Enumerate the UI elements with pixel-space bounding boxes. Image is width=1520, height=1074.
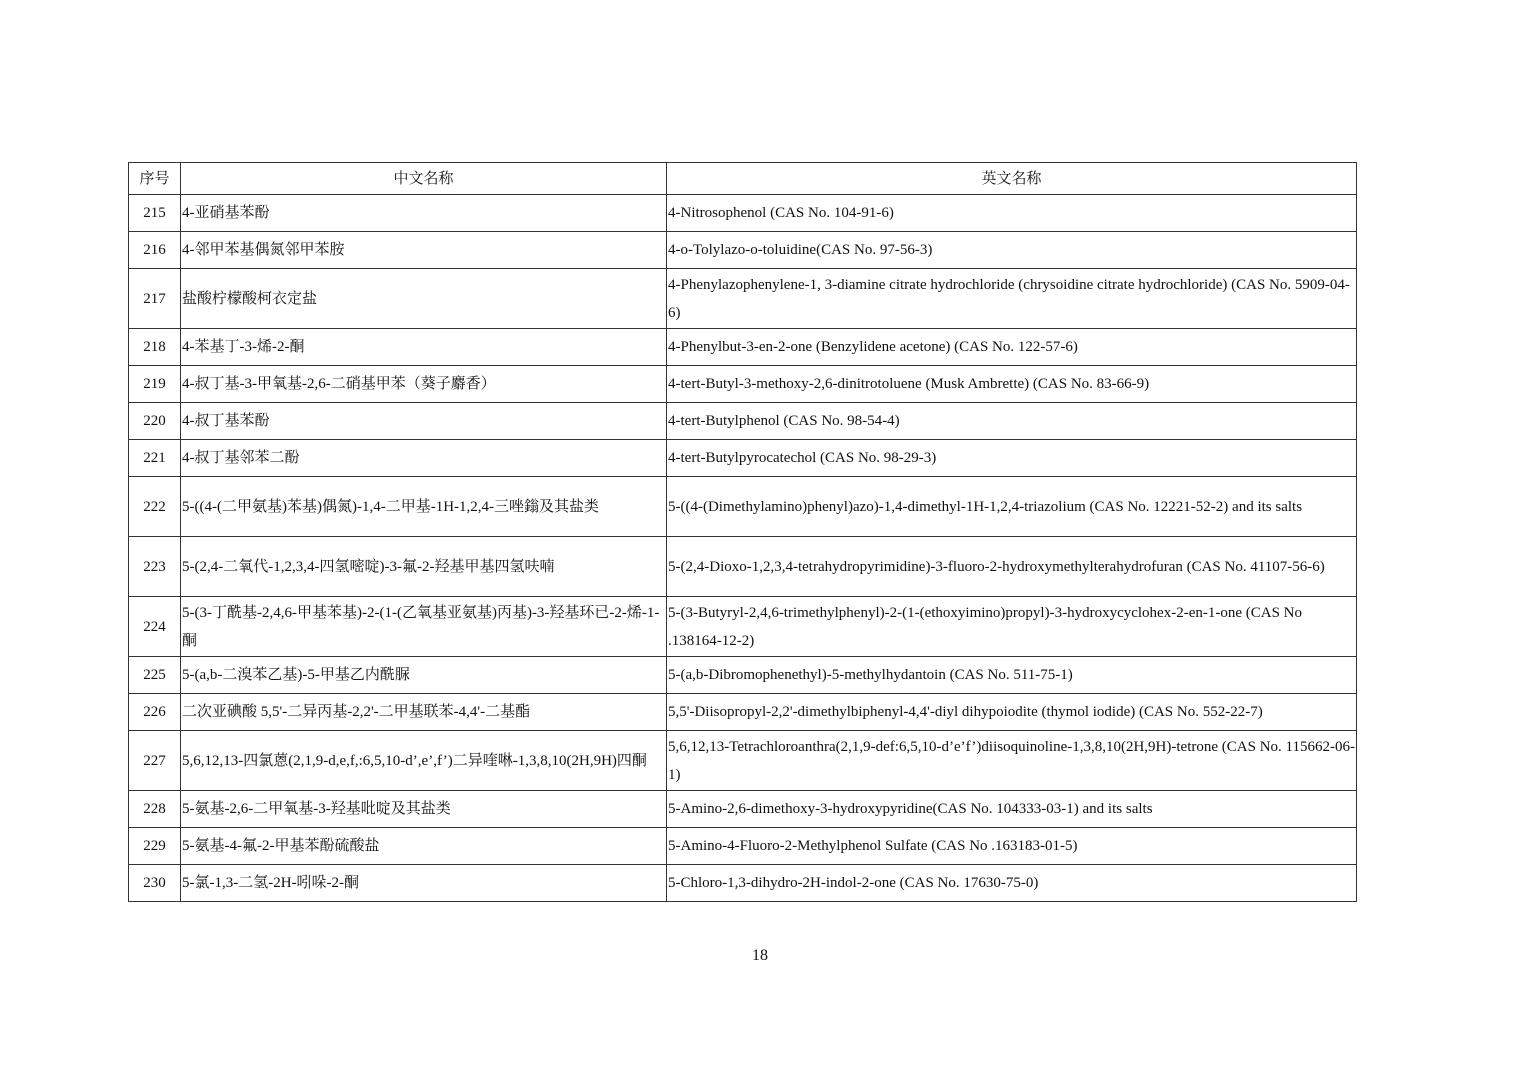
table-row — [129, 269, 1357, 329]
row-number: 227 — [129, 731, 181, 791]
chinese-name: 5,6,12,13-四氯蒽(2,1,9-d,e,f,:6,5,10-d’,e’,f’)二异喹啉-1,3,8,10(2H,9H)四酮 — [181, 731, 667, 791]
english-name: 4-Nitrosophenol (CAS No. 104-91-6) — [667, 195, 1357, 232]
english-name: 4-tert-Butylpyrocatechol (CAS No. 98-29-3) — [667, 440, 1357, 477]
chinese-name: 4-叔丁基邻苯二酚 — [181, 440, 667, 477]
table-row — [129, 597, 1357, 657]
table-row — [129, 865, 1357, 902]
table-row — [129, 731, 1357, 791]
table-row — [129, 329, 1357, 366]
row-number: 217 — [129, 269, 181, 329]
row-number: 226 — [129, 694, 181, 731]
english-name: 5,5'-Diisopropyl-2,2'-dimethylbiphenyl-4,4'-diyl dihypoiodite (thymol iodide) (CAS No. 552-22-7) — [667, 694, 1357, 731]
header-chinese-name: 中文名称 — [181, 163, 667, 195]
row-number: 220 — [129, 403, 181, 440]
chinese-name: 4-苯基丁-3-烯-2-酮 — [181, 329, 667, 366]
row-number: 225 — [129, 657, 181, 694]
chinese-name: 4-亚硝基苯酚 — [181, 195, 667, 232]
table-row — [129, 791, 1357, 828]
english-name: 5-(3-Butyryl-2,4,6-trimethylphenyl)-2-(1-(ethoxyimino)propyl)-3-hydroxycyclohex-2-en-1-one (CAS No .138164-12-2) — [667, 597, 1357, 657]
row-number: 224 — [129, 597, 181, 657]
english-name: 4-tert-Butylphenol (CAS No. 98-54-4) — [667, 403, 1357, 440]
row-number: 215 — [129, 195, 181, 232]
row-number: 218 — [129, 329, 181, 366]
row-number: 230 — [129, 865, 181, 902]
chinese-name: 4-邻甲苯基偶氮邻甲苯胺 — [181, 232, 667, 269]
table-row — [129, 477, 1357, 537]
chinese-name: 4-叔丁基-3-甲氧基-2,6-二硝基甲苯（葵子麝香） — [181, 366, 667, 403]
english-name: 5-Chloro-1,3-dihydro-2H-indol-2-one (CAS No. 17630-75-0) — [667, 865, 1357, 902]
english-name: 5-Amino-2,6-dimethoxy-3-hydroxypyridine(CAS No. 104333-03-1) and its salts — [667, 791, 1357, 828]
table-row — [129, 403, 1357, 440]
chinese-name: 二次亚碘酸 5,5'-二异丙基-2,2'-二甲基联苯-4,4'-二基酯 — [181, 694, 667, 731]
table-row — [129, 828, 1357, 865]
chinese-name: 5-氯-1,3-二氢-2H-吲哚-2-酮 — [181, 865, 667, 902]
english-name: 4-Phenylazophenylene-1, 3-diamine citrate hydrochloride (chrysoidine citrate hydrochloride) (CAS No. 5909-04-6) — [667, 269, 1357, 329]
table-header-row — [129, 163, 1357, 195]
english-name: 5-Amino-4-Fluoro-2-Methylphenol Sulfate (CAS No .163183-01-5) — [667, 828, 1357, 865]
english-name: 4-Phenylbut-3-en-2-one (Benzylidene acetone) (CAS No. 122-57-6) — [667, 329, 1357, 366]
table-row — [129, 366, 1357, 403]
chinese-name: 5-氨基-4-氟-2-甲基苯酚硫酸盐 — [181, 828, 667, 865]
row-number: 223 — [129, 537, 181, 597]
table-row — [129, 694, 1357, 731]
chinese-name: 5-(a,b-二溴苯乙基)-5-甲基乙内酰脲 — [181, 657, 667, 694]
table-row — [129, 440, 1357, 477]
chinese-name: 5-氨基-2,6-二甲氧基-3-羟基吡啶及其盐类 — [181, 791, 667, 828]
row-number: 216 — [129, 232, 181, 269]
chinese-name: 盐酸柠檬酸柯衣定盐 — [181, 269, 667, 329]
header-english-name: 英文名称 — [667, 163, 1357, 195]
chinese-name: 5-(2,4-二氧代-1,2,3,4-四氢嘧啶)-3-氟-2-羟基甲基四氢呋喃 — [181, 537, 667, 597]
row-number: 228 — [129, 791, 181, 828]
english-name: 5-(2,4-Dioxo-1,2,3,4-tetrahydropyrimidine)-3-fluoro-2-hydroxymethylterahydrofuran (CAS No. 41107-56-6) — [667, 537, 1357, 597]
chinese-name: 5-(3-丁酰基-2,4,6-甲基苯基)-2-(1-(乙氧基亚氨基)丙基)-3-羟基环已-2-烯-1-酮 — [181, 597, 667, 657]
english-name: 5-(a,b-Dibromophenethyl)-5-methylhydantoin (CAS No. 511-75-1) — [667, 657, 1357, 694]
english-name: 5-((4-(Dimethylamino)phenyl)azo)-1,4-dimethyl-1H-1,2,4-triazolium (CAS No. 12221-52-2) and its salts — [667, 477, 1357, 537]
table-row — [129, 232, 1357, 269]
row-number: 219 — [129, 366, 181, 403]
row-number: 229 — [129, 828, 181, 865]
english-name: 4-o-Tolylazo-o-toluidine(CAS No. 97-56-3) — [667, 232, 1357, 269]
table-row — [129, 195, 1357, 232]
row-number: 222 — [129, 477, 181, 537]
table-row — [129, 657, 1357, 694]
english-name: 5,6,12,13-Tetrachloroanthra(2,1,9-def:6,5,10-d’e’f’)diisoquinoline-1,3,8,10(2H,9H)-tetrone (CAS No. 115662-06-1) — [667, 731, 1357, 791]
page-number: 18 — [752, 947, 768, 964]
substance-table — [128, 162, 1357, 902]
table-row — [129, 537, 1357, 597]
chinese-name: 4-叔丁基苯酚 — [181, 403, 667, 440]
english-name: 4-tert-Butyl-3-methoxy-2,6-dinitrotoluene (Musk Ambrette) (CAS No. 83-66-9) — [667, 366, 1357, 403]
chinese-name: 5-((4-(二甲氨基)苯基)偶氮)-1,4-二甲基-1H-1,2,4-三唑鎓及其盐类 — [181, 477, 667, 537]
header-index: 序号 — [129, 163, 181, 195]
row-number: 221 — [129, 440, 181, 477]
